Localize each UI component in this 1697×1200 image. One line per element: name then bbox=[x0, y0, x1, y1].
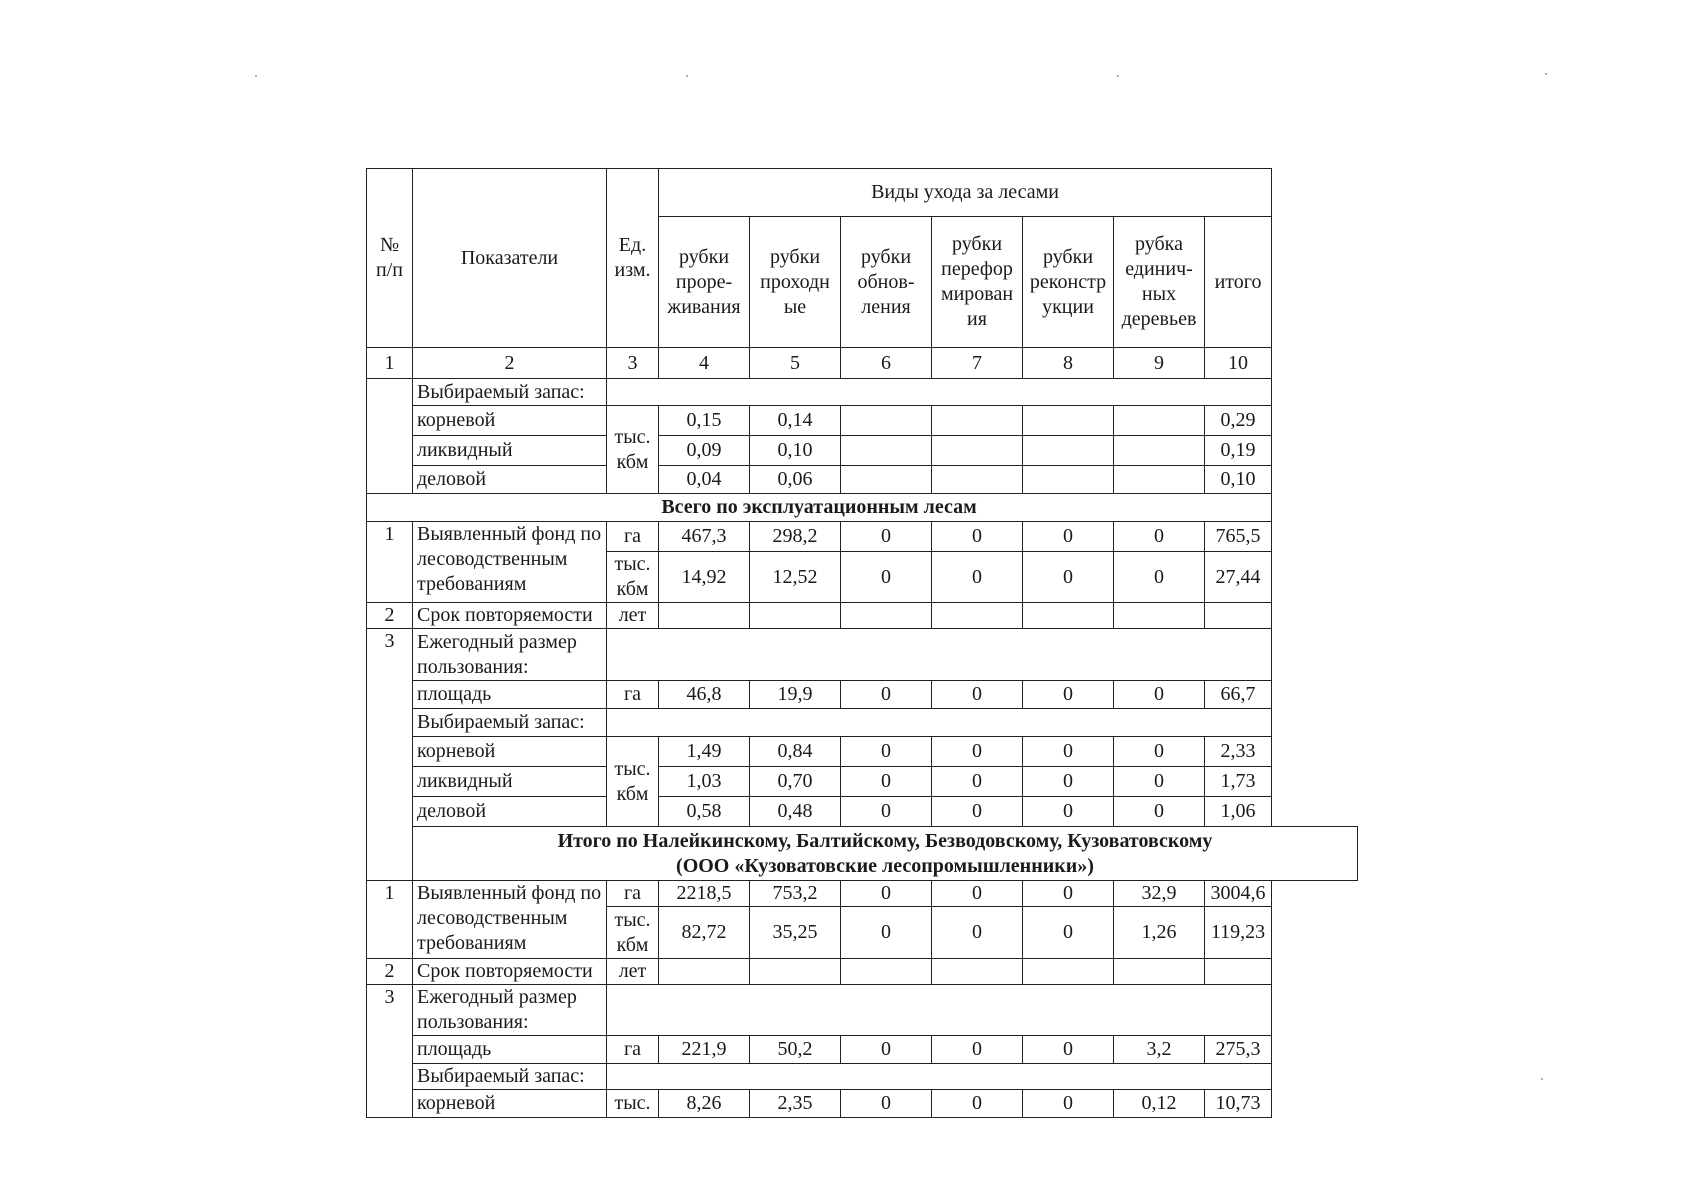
value-cell: 0 bbox=[1023, 681, 1114, 709]
row-label: Ежегодный размер пользования: bbox=[413, 629, 607, 681]
value-cell: 0,10 bbox=[1205, 466, 1272, 494]
value-cell: 0 bbox=[932, 522, 1023, 552]
value-cell bbox=[1023, 436, 1114, 466]
value-cell: 0 bbox=[1114, 522, 1205, 552]
value-cell: 0 bbox=[932, 797, 1023, 827]
value-cell: 0 bbox=[841, 552, 932, 603]
unit-cell: тыс. кбм bbox=[607, 737, 659, 827]
header-type: рубки обнов-ления bbox=[841, 217, 932, 348]
col-number: 9 bbox=[1114, 348, 1205, 379]
row-no: 2 bbox=[367, 959, 413, 985]
row-label: Выбираемый запас: bbox=[413, 379, 607, 406]
value-cell: 0 bbox=[932, 767, 1023, 797]
value-cell: 3,2 bbox=[1114, 1036, 1205, 1064]
col-number: 1 bbox=[367, 348, 413, 379]
header-type: рубки прорe-живания bbox=[659, 217, 750, 348]
value-cell: 27,44 bbox=[1205, 552, 1272, 603]
header-unit: Ед. изм. bbox=[607, 169, 659, 348]
value-cell: 0,15 bbox=[659, 406, 750, 436]
col-number: 4 bbox=[659, 348, 750, 379]
empty-cell bbox=[607, 709, 1272, 737]
row-label: корневой bbox=[413, 406, 607, 436]
value-cell: 0,14 bbox=[750, 406, 841, 436]
value-cell: 1,26 bbox=[1114, 907, 1205, 959]
row-no: 3 bbox=[367, 985, 413, 1118]
value-cell: 0 bbox=[932, 881, 1023, 907]
value-cell: 0 bbox=[1023, 767, 1114, 797]
value-cell: 0 bbox=[1023, 522, 1114, 552]
unit-cell: тыс. bbox=[607, 1090, 659, 1118]
value-cell: 0 bbox=[1023, 907, 1114, 959]
row-no: 1 bbox=[367, 522, 413, 603]
header-type: рубки реконстр укции bbox=[1023, 217, 1114, 348]
value-cell: 0 bbox=[1114, 681, 1205, 709]
row-label: Выявленный фонд по лесоводственным требованиям bbox=[413, 881, 607, 959]
header-type: рубка единич-ных деревьев bbox=[1114, 217, 1205, 348]
value-cell: 0 bbox=[1023, 881, 1114, 907]
row-no: 3 bbox=[367, 629, 413, 881]
value-cell: 467,3 bbox=[659, 522, 750, 552]
scan-speck bbox=[1541, 1078, 1543, 1080]
row-label: корневой bbox=[413, 1090, 607, 1118]
value-cell: 0,10 bbox=[750, 436, 841, 466]
row-label: Выбираемый запас: bbox=[413, 709, 607, 737]
section-title: Всего по эксплуатационным лесам bbox=[367, 494, 1272, 522]
value-cell: 0,84 bbox=[750, 737, 841, 767]
value-cell: 0 bbox=[1114, 737, 1205, 767]
value-cell: 753,2 bbox=[750, 881, 841, 907]
value-cell bbox=[841, 466, 932, 494]
value-cell: 0,19 bbox=[1205, 436, 1272, 466]
row-label: деловой bbox=[413, 466, 607, 494]
value-cell: 2,35 bbox=[750, 1090, 841, 1118]
scan-speck bbox=[255, 75, 257, 77]
unit-cell: тыс. кбм bbox=[607, 406, 659, 494]
value-cell: 0 bbox=[1023, 1090, 1114, 1118]
value-cell: 0 bbox=[1023, 552, 1114, 603]
col-number: 3 bbox=[607, 348, 659, 379]
row-label: Срок повторяемости bbox=[413, 959, 607, 985]
row-label: Ежегодный размер пользования: bbox=[413, 985, 607, 1036]
value-cell: 0 bbox=[1114, 767, 1205, 797]
value-cell: 0 bbox=[932, 1036, 1023, 1064]
value-cell: 0 bbox=[841, 1090, 932, 1118]
value-cell: 0 bbox=[841, 681, 932, 709]
header-type: рубки проходн ые bbox=[750, 217, 841, 348]
value-cell bbox=[1114, 603, 1205, 629]
forest-care-table bbox=[366, 168, 1358, 1118]
col-number: 7 bbox=[932, 348, 1023, 379]
value-cell: 0,09 bbox=[659, 436, 750, 466]
value-cell: 1,06 bbox=[1205, 797, 1272, 827]
unit-cell: лет bbox=[607, 603, 659, 629]
value-cell: 0 bbox=[932, 737, 1023, 767]
unit-cell: тыс. кбм bbox=[607, 907, 659, 959]
value-cell: 46,8 bbox=[659, 681, 750, 709]
value-cell bbox=[1023, 959, 1114, 985]
value-cell: 0 bbox=[932, 1090, 1023, 1118]
col-number: 5 bbox=[750, 348, 841, 379]
value-cell: 0 bbox=[932, 681, 1023, 709]
value-cell: 0,48 bbox=[750, 797, 841, 827]
header-indicators: Показатели bbox=[413, 169, 607, 348]
value-cell: 14,92 bbox=[659, 552, 750, 603]
value-cell: 0 bbox=[1114, 797, 1205, 827]
value-cell: 275,3 bbox=[1205, 1036, 1272, 1064]
row-label: корневой bbox=[413, 737, 607, 767]
value-cell: 1,49 bbox=[659, 737, 750, 767]
empty-cell bbox=[607, 379, 1272, 406]
value-cell bbox=[932, 406, 1023, 436]
row-label: ликвидный bbox=[413, 767, 607, 797]
value-cell bbox=[1205, 603, 1272, 629]
value-cell: 0 bbox=[841, 522, 932, 552]
header-no: № п/п bbox=[367, 169, 413, 348]
value-cell bbox=[1023, 406, 1114, 436]
value-cell: 0 bbox=[1023, 737, 1114, 767]
value-cell bbox=[750, 959, 841, 985]
col-number: 2 bbox=[413, 348, 607, 379]
value-cell: 2,33 bbox=[1205, 737, 1272, 767]
header-group: Виды ухода за лесами bbox=[659, 169, 1272, 217]
empty-cell bbox=[607, 629, 1272, 681]
row-label: Выбираемый запас: bbox=[413, 1064, 607, 1090]
value-cell bbox=[932, 959, 1023, 985]
unit-cell: га bbox=[607, 1036, 659, 1064]
row-label: деловой bbox=[413, 797, 607, 827]
value-cell bbox=[841, 603, 932, 629]
value-cell: 0 bbox=[841, 737, 932, 767]
value-cell: 0 bbox=[841, 881, 932, 907]
value-cell: 0 bbox=[932, 907, 1023, 959]
unit-cell: га bbox=[607, 522, 659, 552]
value-cell: 1,73 bbox=[1205, 767, 1272, 797]
value-cell: 0 bbox=[841, 767, 932, 797]
value-cell: 1,03 bbox=[659, 767, 750, 797]
value-cell bbox=[1114, 406, 1205, 436]
value-cell bbox=[1023, 603, 1114, 629]
unit-cell: тыс. кбм bbox=[607, 552, 659, 603]
value-cell: 0 bbox=[1023, 797, 1114, 827]
value-cell: 12,52 bbox=[750, 552, 841, 603]
scan-speck bbox=[1117, 75, 1119, 77]
value-cell: 0 bbox=[841, 797, 932, 827]
value-cell bbox=[1205, 959, 1272, 985]
row-no: 2 bbox=[367, 603, 413, 629]
value-cell bbox=[932, 466, 1023, 494]
value-cell bbox=[1114, 436, 1205, 466]
value-cell: 66,7 bbox=[1205, 681, 1272, 709]
row-label: Выявленный фонд по лесоводственным требованиям bbox=[413, 522, 607, 603]
value-cell: 8,26 bbox=[659, 1090, 750, 1118]
empty-cell bbox=[607, 985, 1272, 1036]
value-cell: 35,25 bbox=[750, 907, 841, 959]
value-cell: 119,23 bbox=[1205, 907, 1272, 959]
col-number: 6 bbox=[841, 348, 932, 379]
scan-speck bbox=[1545, 73, 1547, 75]
value-cell bbox=[659, 603, 750, 629]
row-label: ликвидный bbox=[413, 436, 607, 466]
value-cell: 0,29 bbox=[1205, 406, 1272, 436]
value-cell: 3004,6 bbox=[1205, 881, 1272, 907]
value-cell: 50,2 bbox=[750, 1036, 841, 1064]
value-cell: 82,72 bbox=[659, 907, 750, 959]
value-cell bbox=[1114, 466, 1205, 494]
value-cell: 0,12 bbox=[1114, 1090, 1205, 1118]
section-title-line: Итого по Налейкинскому, Балтийскому, Безводовскому, Кузоватовскому bbox=[557, 829, 1213, 852]
row-label: площадь bbox=[413, 1036, 607, 1064]
value-cell bbox=[841, 406, 932, 436]
value-cell: 0 bbox=[841, 1036, 932, 1064]
value-cell bbox=[750, 603, 841, 629]
value-cell: 0 bbox=[932, 552, 1023, 603]
value-cell bbox=[932, 603, 1023, 629]
value-cell: 10,73 bbox=[1205, 1090, 1272, 1118]
value-cell bbox=[841, 436, 932, 466]
value-cell: 0,70 bbox=[750, 767, 841, 797]
value-cell bbox=[659, 959, 750, 985]
value-cell: 0 bbox=[1023, 1036, 1114, 1064]
header-type: итого bbox=[1205, 217, 1272, 348]
section-title bbox=[413, 827, 1358, 881]
value-cell: 32,9 bbox=[1114, 881, 1205, 907]
unit-cell: га bbox=[607, 881, 659, 907]
col-number: 10 bbox=[1205, 348, 1272, 379]
value-cell bbox=[932, 436, 1023, 466]
value-cell bbox=[1114, 959, 1205, 985]
value-cell: 0,04 bbox=[659, 466, 750, 494]
value-cell bbox=[841, 959, 932, 985]
value-cell: 0,06 bbox=[750, 466, 841, 494]
col-number: 8 bbox=[1023, 348, 1114, 379]
row-label: Срок повторяемости bbox=[413, 603, 607, 629]
row-no: 1 bbox=[367, 881, 413, 959]
value-cell: 0 bbox=[1114, 552, 1205, 603]
empty-cell bbox=[607, 1064, 1272, 1090]
value-cell: 0 bbox=[841, 907, 932, 959]
section-title-line: (ООО «Кузоватовские лесопромышленники») bbox=[676, 854, 1094, 877]
value-cell: 19,9 bbox=[750, 681, 841, 709]
value-cell bbox=[1023, 466, 1114, 494]
value-cell: 221,9 bbox=[659, 1036, 750, 1064]
row-no bbox=[367, 379, 413, 494]
value-cell: 765,5 bbox=[1205, 522, 1272, 552]
row-label: площадь bbox=[413, 681, 607, 709]
unit-cell: лет bbox=[607, 959, 659, 985]
scan-speck bbox=[686, 75, 688, 77]
value-cell: 0,58 bbox=[659, 797, 750, 827]
header-type: рубки перефор мирован ия bbox=[932, 217, 1023, 348]
unit-cell: га bbox=[607, 681, 659, 709]
value-cell: 2218,5 bbox=[659, 881, 750, 907]
value-cell: 298,2 bbox=[750, 522, 841, 552]
